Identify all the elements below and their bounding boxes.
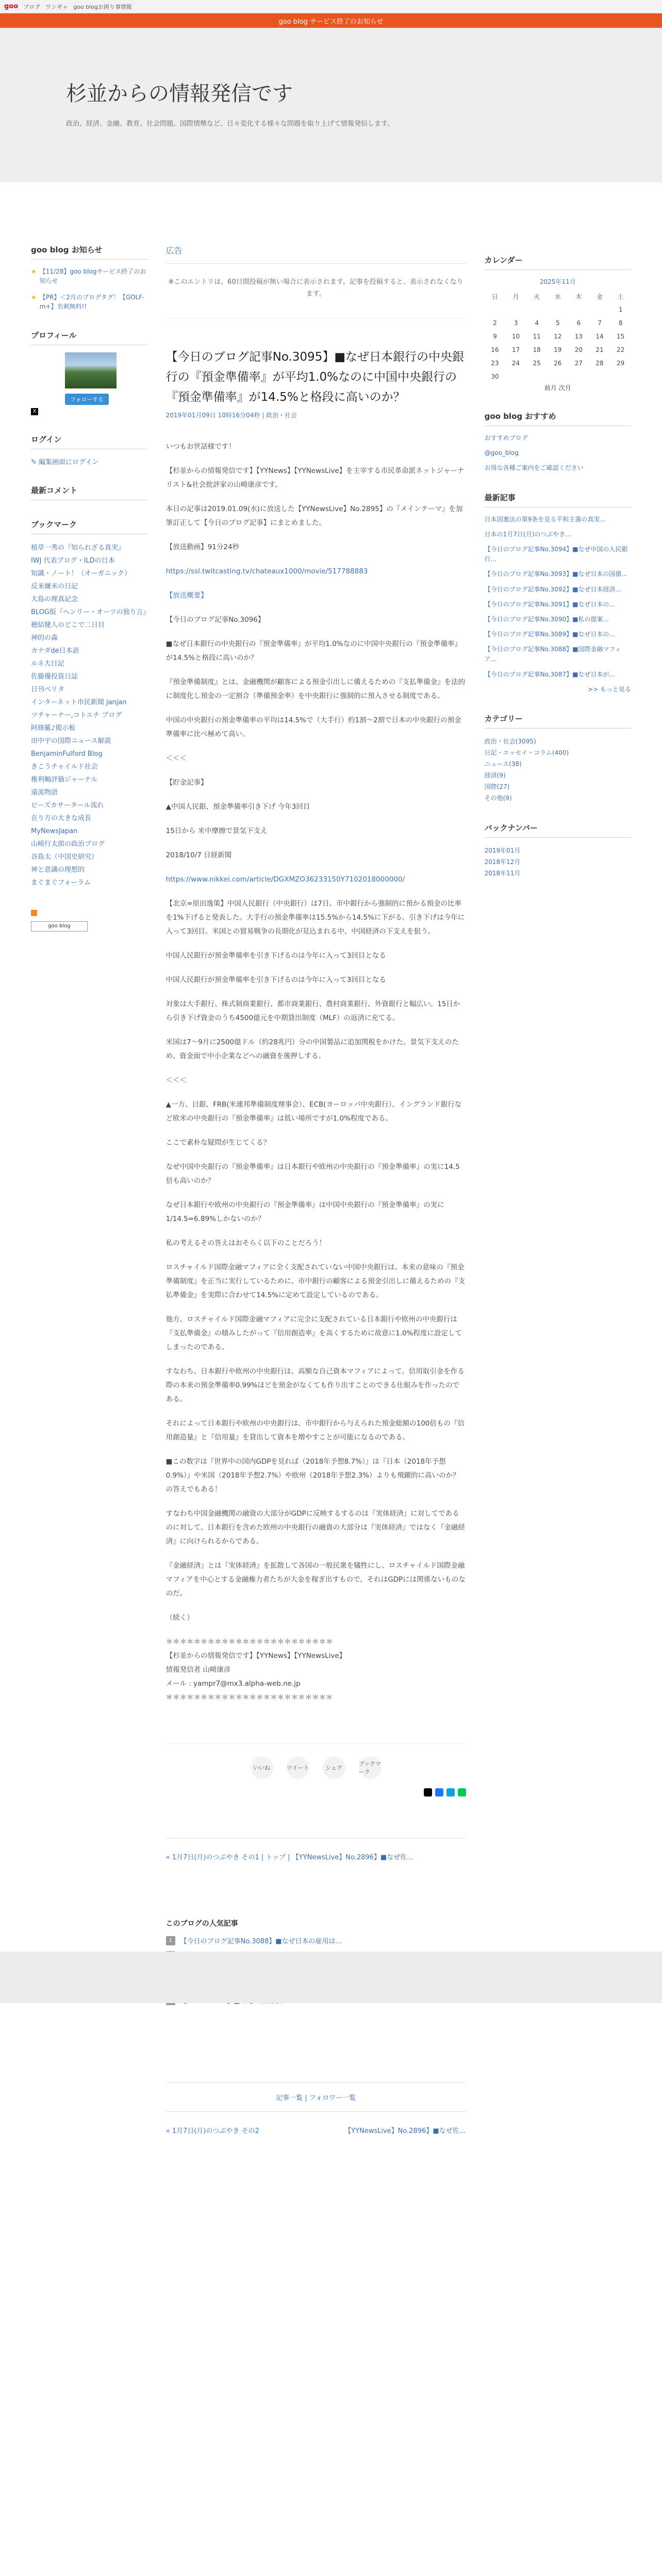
news-block: [31, 244, 147, 311]
calendar-day: [548, 303, 569, 316]
goo-logo[interactable]: goo: [4, 3, 19, 10]
article-paragraph: ＊＊＊＊＊＊＊＊＊＊＊＊＊＊＊＊＊＊＊＊＊＊＊＊ 【杉並からの情報発信です】【YYNews】【YYNewsLive】 情報発信者 山崎康彦 メール : yampr7@mx3.alpha-web.ne.jp ＊＊＊＊＊＊＊＊＊＊＊＊＊＊＊＊＊＊＊＊＊＊＊＊: [166, 1638, 346, 1702]
calendar-week: [485, 370, 631, 383]
popular-item-title[interactable]: 【今日のブログ記事No.3088】■なぜ日本の雇用は...: [180, 1938, 342, 1946]
like-button[interactable]: いいね: [251, 1756, 273, 1779]
calendar-day: [568, 370, 589, 383]
calendar-day: [589, 303, 610, 316]
bookmark-link[interactable]: 反米嫌米の日記: [31, 583, 78, 590]
calendar-day: 28: [595, 360, 604, 367]
goo-blog-badge[interactable]: goo blog: [31, 921, 88, 931]
ad-label: 広告: [166, 244, 466, 264]
recent-article-link[interactable]: 【今日のブログ記事No.3088】■国際金融マフィア...: [484, 646, 621, 663]
calendar-day: [505, 370, 526, 383]
article-separator: [166, 1725, 466, 1744]
blog-description: 政治、経済、金融、教育、社会問題、国際情勢など、日々変化する様々な問題を取り上げて情報発信します。: [66, 120, 394, 128]
article-paragraph: 中国人民銀行が預金準備率を引き下げるのは今年に入って3回目となる: [166, 976, 386, 985]
popular-heading: このブログの人気記事: [166, 1920, 238, 1928]
weekday: 金: [597, 293, 603, 300]
calendar-day: 8: [618, 319, 623, 327]
news-text[interactable]: 【11/28】goo blogサービス終了のお知らせ: [39, 268, 146, 284]
comment-links[interactable]: 記事一覧 | フォロワー一覧: [166, 2082, 466, 2112]
article-paragraph: ロスチャイルド国際金融マフィアに全く支配されていない中国中央銀行は、本来の意味の『預金準備制度』を正当に実行しているために、市中銀行の顧客による預金引出しに備えるための『支払準備金』を実際に合わせて14.5%に定めて設定しているのである。: [166, 1263, 466, 1300]
recent-article-link[interactable]: 日本国憲法の第9条を見る平和主義の真実...: [484, 515, 606, 523]
article-paragraph: 【貯金記事】: [166, 778, 208, 787]
recommend-note[interactable]: お得な各種ご案内をご確認ください: [484, 464, 584, 472]
inactivity-notice: ※このエントリは、60日間投稿が無い場合に表示されます。記事を投稿すると、表示されなくなります。: [166, 276, 466, 318]
bookmark-link[interactable]: 穂結健人のどこで二日目: [31, 621, 105, 629]
edit-icon: ✎: [31, 459, 39, 466]
calendar-day: 21: [595, 346, 604, 353]
category-link[interactable]: 国際(27): [484, 783, 510, 790]
login-link-label[interactable]: 編集画面にログイン: [39, 459, 99, 466]
category-block: [485, 713, 631, 804]
calendar-day: 19: [554, 346, 562, 353]
article-paragraph: 米国は7～9月に2500億ドル（約28兆円）分の中国製品に追加関税をかけた。景気下支えのため、資金面で中小企業などへの融資を後押しする。: [166, 1038, 459, 1061]
recent-article-link[interactable]: 【今日のブログ記事No.3091】■なぜ日本の...: [484, 600, 615, 608]
backnumber-link[interactable]: 2019年01月: [484, 847, 521, 854]
calendar-day: 25: [533, 360, 541, 367]
calendar-day: 11: [533, 333, 541, 340]
category-link[interactable]: 日記・エッセイ・コラム(400): [484, 749, 569, 756]
calendar-day: [526, 370, 548, 383]
x-share-icon[interactable]: [424, 1788, 432, 1797]
category-link[interactable]: 経済(9): [484, 772, 506, 779]
recent-article-link[interactable]: 【今日のブログ記事No.3090】■私の提案...: [484, 615, 609, 623]
article-paragraph: 他方、ロスチャイルド国際金融マフィアに完全に支配されている日本銀行や欧州の中央銀行は『支払準備金』の積みしたがって『信用創造率』を高くするために故意に1.0%程度に設定してしまったのである。: [166, 1315, 462, 1352]
tweet-button[interactable]: ツイート: [287, 1756, 309, 1779]
article-paragraph: それによって日本銀行や欧州の中央銀行は、市中銀行から与えられた預金総額の100倍もの『信用創造量』と『信用量』を貸出して資本を増やすことが可能になるのである。: [166, 1419, 465, 1442]
topbar-link-help[interactable]: goo blogお困り事情報: [73, 3, 132, 10]
calendar-heading: カレンダー: [485, 255, 631, 270]
bookmark-link[interactable]: 大島の理真記念: [31, 596, 78, 603]
article-title[interactable]: 【今日のブログ記事No.3095】■なぜ日本銀行の中央銀行の『預金準備率』が平均1.0%なのに中国中央銀行の『預金準備率』が14.5%と格段に高いのか？: [166, 350, 465, 404]
article-paragraph: 【放送概要】: [166, 591, 208, 600]
next-entry-link[interactable]: 【YYNewsLive】No.2896】■なぜ佐…: [344, 2127, 466, 2136]
x-icon[interactable]: X: [31, 408, 38, 415]
topbar-link-blog[interactable]: ブログ: [23, 3, 41, 10]
bookmark-link[interactable]: ルネ大日記: [31, 660, 64, 668]
recommend-link[interactable]: おすすめブログ: [484, 434, 528, 442]
calendar-day: 30: [491, 373, 499, 380]
calendar-day: [485, 303, 506, 316]
article-paragraph: ＜＜＜: [166, 1076, 187, 1085]
calendar-day: 10: [511, 333, 520, 340]
calendar-day: 27: [574, 360, 583, 367]
recommend-heading: goo blog おすすめ: [485, 411, 631, 426]
calendar-day: 13: [574, 333, 583, 340]
rank-badge: 1: [166, 1936, 175, 1945]
bookmark-link[interactable]: 植草一秀の『知られざる真実』: [31, 544, 125, 552]
recent-article-link[interactable]: 【今日のブログ記事No.3089】■なぜ日本の...: [484, 631, 615, 638]
recent-articles-block: [485, 492, 631, 694]
calendar-day: 29: [617, 360, 625, 367]
bookmark-link[interactable]: 阿修羅♪掲示板: [31, 724, 76, 732]
article-paragraph: 【杉並からの情報発信です】【YYNews】【YYNewsLive】を主宰する市民革命派ネットジャーナリスト&社会批評家の山崎康彦です。: [166, 467, 465, 489]
calendar-prev-link[interactable]: 前月: [544, 384, 557, 392]
calendar-day: [548, 370, 569, 383]
bookmark-link[interactable]: 日刊ベリタ: [31, 686, 65, 693]
video-link[interactable]: https://ssl.twitcasting.tv/chateaux1000/movie/517788883: [166, 567, 368, 576]
backnumber-link[interactable]: 2018年12月: [484, 858, 521, 866]
calendar-day: 12: [554, 333, 562, 340]
profile-block: [31, 330, 147, 415]
article-paragraph: 【放送動画】91分24秒: [166, 543, 239, 552]
bookmark-link[interactable]: ビーズカサータール流れ: [31, 802, 104, 809]
blog-title[interactable]: 杉並からの情報発信です: [66, 82, 293, 106]
article-paragraph: ＜＜＜: [166, 754, 187, 763]
calendar-day: 9: [493, 333, 497, 340]
news-heading: goo blog お知らせ: [31, 244, 147, 260]
calendar-day: 18: [533, 346, 541, 353]
bookmark-link[interactable]: BenjaminFulford Blog: [31, 750, 103, 758]
bookmark-block: [31, 519, 150, 931]
article-paragraph: ■なぜ日本銀行の中央銀行の『預金準備率』が平均1.0%なのに中国中央銀行の『預金準備率』が14.5%と格段に高いのか？: [166, 640, 462, 663]
article-paragraph: すなわち、日本銀行や欧州の中央銀行は、高額な自己資本マフィアによって、信用取引金を作る際の本来の預金準備率0.99%ほどを預金がなくても作り出すことのできる仕組みを作ったのである。: [166, 1367, 465, 1404]
backnumber-heading: バックナンバー: [485, 822, 631, 838]
calendar-day: 16: [491, 346, 499, 353]
calendar-day: 4: [535, 319, 539, 327]
profile-image[interactable]: [65, 352, 117, 388]
facebook-share-icon[interactable]: [435, 1788, 443, 1797]
calendar-day: 22: [617, 346, 625, 353]
ad-band: [0, 1952, 662, 2003]
article-paragraph: 対象は大手銀行、株式制商業銀行、都市商業銀行、農村商業銀行、外資銀行と幅広い。15日から引き下げ資金のうち4500億元を中期貸出制度（MLF）の返済に充てる。: [166, 1000, 460, 1023]
calendar-day: 24: [511, 360, 520, 367]
bookmark-link[interactable]: 遠流物語: [31, 789, 58, 796]
content-wrap: [0, 182, 662, 2135]
weekday: 月: [512, 293, 519, 300]
category-link[interactable]: 政治・社会(3095): [484, 738, 536, 745]
profile-heading: プロフィール: [31, 330, 147, 345]
calendar-weekdays: [485, 290, 631, 303]
bookmark-link[interactable]: 谷島太（中国史研究）: [31, 853, 98, 861]
article-paragraph: なぜ日本銀行や欧州の中央銀行の『預金準備率』は中国中央銀行の『預金準備率』の実に1/14.5=6.89%しかないのか？: [166, 1201, 444, 1224]
calendar-nav: [485, 383, 631, 392]
calendar-day: 26: [554, 360, 562, 367]
weekday: 水: [554, 293, 561, 300]
calendar-day: 2: [493, 319, 497, 327]
article-paragraph: なぜ中国中央銀行の『預金準備率』は日本銀行や欧州の中央銀行の『預金準備率』の実に14.5倍も高いのか？: [166, 1163, 460, 1185]
weekday: 木: [575, 293, 582, 300]
article-paragraph: 15日から 米中摩擦で景気下支え: [166, 827, 268, 836]
recent-articles-heading: 最新記事: [485, 492, 631, 507]
calendar-day: 7: [598, 319, 602, 327]
article-paragraph: 『金融経済』とは『実体経済』を拡散して各国の一般民衆を犠牲にし、ロスチャイルド国際金融マフィアを中心とする金融権力者たちが大金を稼ぎ出すもので、それはGDPには関係ないものなのだ。: [166, 1562, 466, 1598]
topbar-link-wangya[interactable]: ワンギャ: [45, 3, 69, 10]
entry-pager[interactable]: « 1月7日(月)のつぶやき その1 | トップ | 【YYNewsLive】No.2896】■なぜ佐…: [166, 1838, 466, 1861]
calendar-day: 14: [595, 333, 604, 340]
bookmark-link[interactable]: カナダde日本語: [31, 647, 79, 655]
calendar-day: 3: [514, 319, 518, 327]
rss-icon-wrap: [31, 910, 147, 918]
article-paragraph: 私の考えるその答えはおそらく以下のことだろう！: [166, 1239, 326, 1248]
article-paragraph: 『預金準備制度』とは、金融機関が顧客による預金引出しに備えるための『支払準備金』を法的に制度化し預金の一定割合（準備預金率）を中央銀行に強制的に預入させる制度である。: [166, 678, 466, 701]
bookmark-link[interactable]: 神的の森: [31, 634, 58, 642]
popular-item[interactable]: [166, 1936, 466, 1945]
bookmark-link[interactable]: IWJ 代表ブログ・ILDの日本: [31, 557, 115, 565]
article-paragraph: ▲一方、日銀、FRB(米連邦準備制度理事会）、ECB(ヨーロッパ中央銀行）、イングランド銀行など欧米の中央銀行の『預金準備率』は低い場所ですが1.0%程度である。: [166, 1100, 462, 1123]
more-link[interactable]: >> もっと見る: [588, 685, 631, 693]
news-text[interactable]: 【PR】＜2月のブログタグ！【GOLF-m+】名刺無料!!: [39, 294, 145, 310]
bookmark-link[interactable]: まぐまぐフォーラム: [31, 879, 91, 887]
bookmark-link[interactable]: 権利軸評価ジャーナル: [31, 776, 98, 784]
blog-header: [0, 28, 662, 182]
recent-article-link[interactable]: 日本の1月7日(月)のつぶやき...: [484, 530, 571, 538]
login-heading: ログイン: [31, 434, 147, 449]
news-item[interactable]: [31, 293, 147, 311]
calendar-block: [485, 255, 631, 392]
article-paragraph: ここで素朴な疑問が生じてくる？: [166, 1139, 271, 1147]
recent-comments-block: [31, 485, 147, 500]
bottom-nav: [166, 2125, 466, 2135]
article-paragraph: すなわち中国金融機関の融資の大部分がGDPに反映するするのは『実体経済』に対してであるのに対して、日本銀行を含めた欧州の中央銀行の融資の大部分は『実体経済』ではなく『金融経済』に向けられるからである。: [166, 1510, 465, 1546]
calendar-week: [485, 316, 631, 330]
calendar-day: 1: [618, 306, 623, 313]
recommend-block: [485, 411, 631, 473]
top-utility-bar: [0, 0, 662, 13]
calendar-day: 5: [555, 319, 560, 327]
bookmark-link[interactable]: MyNewsJapan: [31, 827, 78, 835]
news-item[interactable]: [31, 267, 147, 285]
backnumber-link[interactable]: 2018年11月: [484, 870, 521, 877]
calendar-day: [505, 303, 526, 316]
share-icons: [166, 1788, 466, 1797]
line-share-icon[interactable]: [458, 1788, 466, 1797]
prev-entry-link[interactable]: « 1月7日(月)のつぶやき その2: [166, 2127, 259, 2136]
source-link[interactable]: https://www.nikkei.com/article/DGXMZO36233150Y7102018000000/: [166, 875, 405, 884]
reaction-buttons: [166, 1756, 466, 1779]
article-date[interactable]: 2019年01月09日 10時16分04秒 | 政治・社会: [166, 412, 297, 419]
article-paragraph: （続く）: [166, 1614, 194, 1622]
recent-article-link[interactable]: 【今日のブログ記事No.3087】■なぜ日本が...: [484, 670, 615, 678]
calendar-table: [485, 290, 631, 383]
recent-article-link[interactable]: 【今日のブログ記事No.3094】■なぜ中国の人民銀行...: [484, 545, 628, 563]
article-paragraph: 中国人民銀行が預金準備率を引き下げるのは今年に入って3回目となる: [166, 952, 386, 960]
bookmark-button[interactable]: ブックマーク: [359, 1756, 382, 1779]
login-block: [31, 434, 147, 466]
calendar-day: [526, 303, 548, 316]
bookmark-link[interactable]: BLOG版『ヘンリー・オーツの独り言』: [31, 608, 150, 616]
bookmark-link[interactable]: インターネット市民新聞 janjan: [31, 699, 127, 706]
service-end-notice-text[interactable]: goo blog サービス終了のお知らせ: [278, 18, 384, 26]
calendar-next-link[interactable]: 次月: [558, 384, 571, 392]
calendar-month: 2025年11月: [539, 278, 576, 285]
login-link[interactable]: [31, 456, 147, 466]
bookmark-link[interactable]: ツチャーナー,コトエチ ブログ: [31, 711, 122, 719]
calendar-day: 20: [574, 346, 583, 353]
article-paragraph: いつもお世話様です！: [166, 443, 236, 451]
calendar-day: [589, 370, 610, 383]
share-button[interactable]: シェア: [323, 1756, 345, 1779]
weekday: 火: [534, 293, 540, 300]
bookmark-link[interactable]: 山崎行太郎の政治ブログ: [31, 840, 105, 848]
main-column: [166, 182, 466, 2135]
star-icon: ★: [31, 268, 37, 275]
article-paragraph: 【今日のブログ記事No.3096】: [166, 616, 265, 624]
article-body: [166, 440, 466, 1705]
calendar-day: [610, 370, 631, 383]
bookmark-link[interactable]: 田中宇の国際ニュース解説: [31, 737, 111, 745]
calendar-day: 17: [511, 346, 520, 353]
article-paragraph: 【北京=原田逸策】中国人民銀行（中央銀行）は7日、市中銀行から強制的に預かる預金の比率を1%下げると発表した。大手行の預金準備率は15.5%から14.5%に下がる。引き下げは今年に入って3回目。米国との貿易戦争の長期化が見込まれる中、中国経済の下支えを狙う。: [166, 900, 465, 936]
category-heading: カテゴリー: [485, 713, 631, 728]
bookmark-link[interactable]: 佐藤優投資日誌: [31, 673, 78, 681]
article-paragraph: ▲中国人民銀、預金準備率引き下げ 今年3回目: [166, 803, 310, 811]
calendar-week: [485, 343, 631, 357]
left-sidebar: [31, 182, 150, 2135]
right-sidebar: [485, 182, 631, 2135]
article-paragraph: ■この数字は『世界中の国内GDPを見れば（2018年予想8.7%）』は『日本（2018年予想0.9%）』や米国（2018年予想2.7%）や欧州（2018年予想2.3%）よりも飛躍的に高いのか？ の答えでもある！: [166, 1458, 460, 1494]
star-icon: ★: [31, 294, 37, 301]
calendar-week: [485, 330, 631, 343]
calendar-day: 23: [491, 360, 499, 367]
calendar-day: 6: [576, 319, 581, 327]
weekday: 土: [617, 293, 624, 300]
article-paragraph: 中国の中央銀行の預金準備率の平均は14.5%で（大手行）約1割～2割で日本の中央銀行の預金準備率に比べ極めて高い。: [166, 716, 461, 739]
article-paragraph: 2018/10/7 日経新聞: [166, 851, 232, 860]
calendar-week: [485, 357, 631, 370]
backnumber-block: [485, 822, 631, 879]
article-paragraph: 本日の記事は2019.01.09(水)に放送した【YYNewsLive】No.2895】の『メインテーマ』を加筆訂正して【今日のブログ記事】にまとめました。: [166, 505, 463, 528]
recent-article-link[interactable]: 【今日のブログ記事No.3093】■なぜ日本の国債...: [484, 570, 627, 578]
bookmark-link[interactable]: 在り方の大きな成長: [31, 815, 92, 822]
calendar-week: [485, 303, 631, 316]
rss-icon[interactable]: [31, 910, 37, 916]
bookmark-link[interactable]: 神と意識の理想的: [31, 866, 85, 874]
recent-article-link[interactable]: 【今日のブログ記事No.3092】■なぜ日本経済...: [484, 585, 621, 593]
bookmark-heading: ブックマーク: [31, 519, 147, 534]
category-link[interactable]: その他(9): [484, 794, 512, 802]
recent-comments-heading: 最新コメント: [31, 485, 147, 500]
recommend-link[interactable]: @goo_blog: [484, 449, 519, 457]
category-link[interactable]: ニュース(38): [484, 760, 522, 768]
calendar-day: 15: [617, 333, 625, 340]
bookmark-link[interactable]: 知識・ノート！（オーガニック）: [31, 570, 131, 578]
bookmark-link[interactable]: きこうチャイルド社会: [31, 763, 98, 771]
weekday: 日: [491, 293, 498, 300]
hatena-share-icon[interactable]: [446, 1788, 455, 1797]
calendar-day: [568, 303, 589, 316]
follow-button[interactable]: フォローする: [65, 394, 109, 405]
